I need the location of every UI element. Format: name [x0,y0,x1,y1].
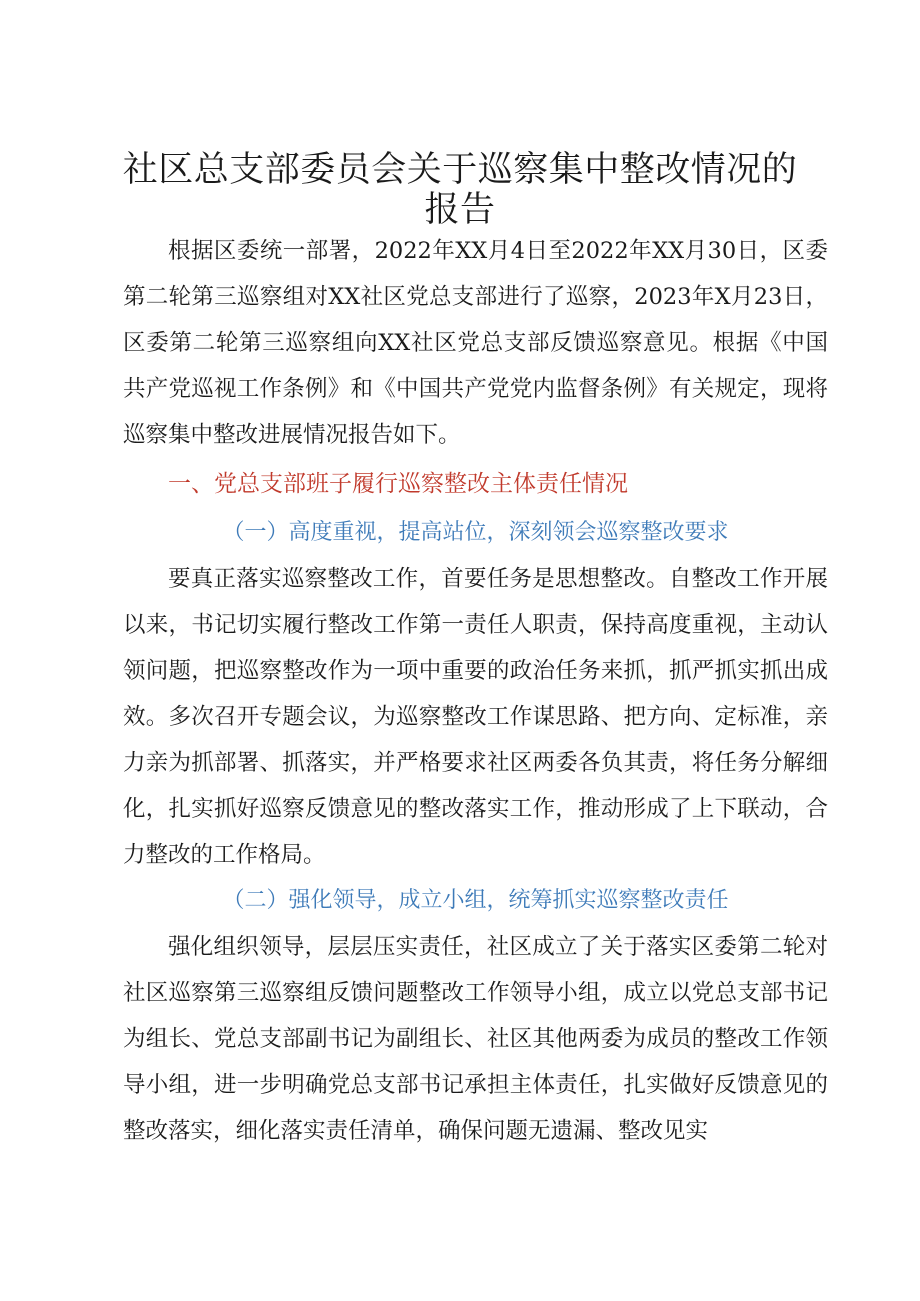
document-body [123,228,828,1154]
subsection-heading-1: （一）高度重视，提高站位，深刻领会巡察整改要求 [222,520,729,545]
subsection-2-paragraph: 强化组织领导，层层压实责任，社区成立了关于落实区委第二轮对社区巡察第三巡察组反馈问题整改工作领导小组，成立以党总支部书记为组长、党总支部副书记为副组长、社区其他两委为成员的整改工作领导小组，进一步明确党总支部书记承担主体责任，扎实做好反馈意见的整改落实，细化落实责任清单，确保问题无遗漏、整改见实 [123,934,828,1144]
section-heading-1: 一、党总支部班子履行巡察整改主体责任情况 [168,471,628,497]
intro-paragraph: 根据区委统一部署，2022年XX月4日至2022年XX月30日，区委第二轮第三巡察组对XX社区党总支部进行了巡察，2023年X月23日，区委第二轮第三巡察组向XX社区党总支部反馈巡察意见。根据《中国共产党巡视工作条例》和《中国共产党党内监督条例》有关规定，现将巡察集中整改进展情况报告如下。 [123,238,828,448]
subsection-heading-2: （二）强化领导，成立小组，统筹抓实巡察整改责任 [222,888,729,913]
document-title: 社区总支部委员会关于巡察集中整改情况的报告 [122,150,798,230]
subsection-1-paragraph: 要真正落实巡察整改工作，首要任务是思想整改。自整改工作开展以来，书记切实履行整改工作第一责任人职责，保持高度重视，主动认领问题，把巡察整改作为一项中重要的政治任务来抓，抓严抓实抓出成效。多次召开专题会议，为巡察整改工作谋思路、把方向、定标准，亲力亲为抓部署、抓落实，并严格要求社区两委各负其责，将任务分解细化，扎实抓好巡察反馈意见的整改落实工作，推动形成了上下联动，合力整改的工作格局。 [123,566,828,868]
